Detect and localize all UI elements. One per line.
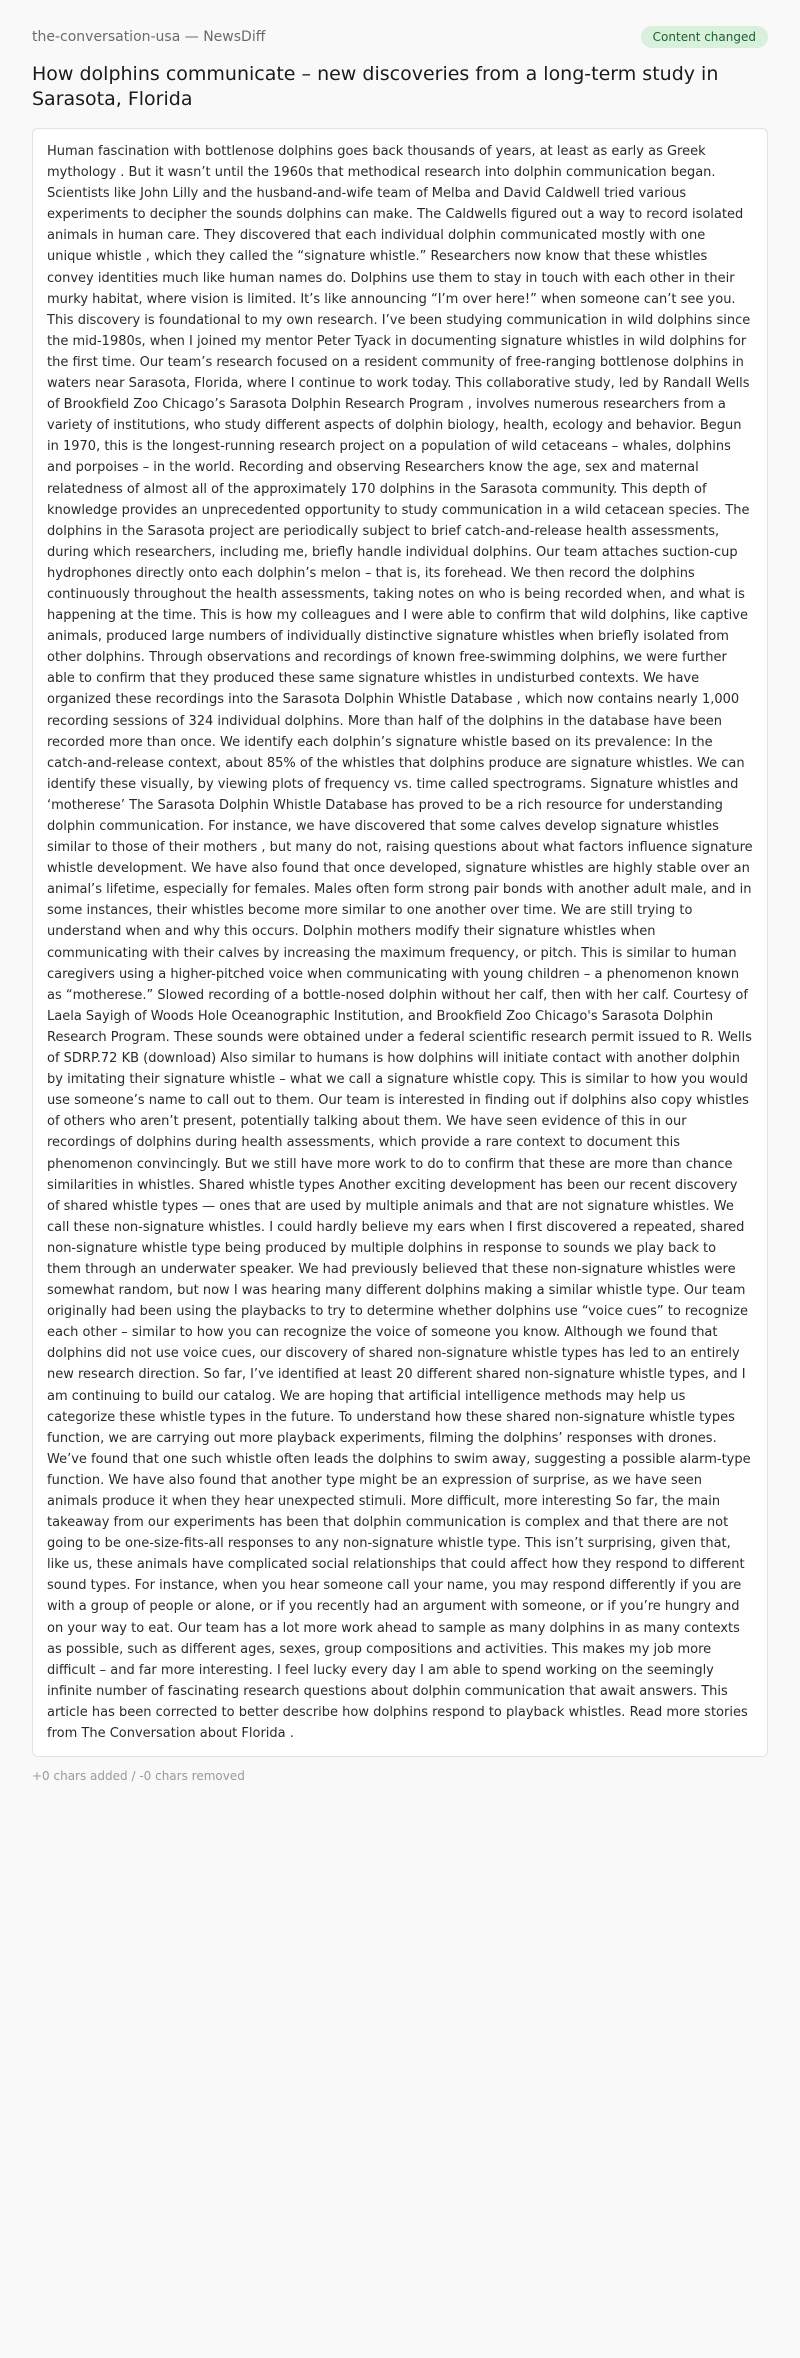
- status-badge: Content changed: [641, 26, 768, 48]
- article-body: Human fascination with bottlenose dolphins goes back thousands of years, at least as early as Greek mythology . But it wasn’t until the 1960s that methodical research into dolphin communication began. Scientists like John Lilly and the husband-and-wife team of Melba and David Caldwell tried various experiments to decipher the sounds dolphins can make. The Caldwells figured out a way to record isolated animals in human care. They discovered that each individual dolphin communicated mostly with one unique whistle , which they called the “signature whistle.” Researchers now know that these whistles convey identities much like human names do. Dolphins use them to stay in touch with each other in their murky habitat, where vision is limited. It’s like announcing “I’m over here!” when someone can’t see you. This discovery is foundational to my own research. I’ve been studying communication in wild dolphins since the mid-1980s, when I joined my mentor Peter Tyack in documenting signature whistles in wild dolphins for the first time. Our team’s research focused on a resident community of free-ranging bottlenose dolphins in waters near Sarasota, Florida, where I continue to work today. This collaborative study, led by Randall Wells of Brookfield Zoo Chicago’s Sarasota Dolphin Research Program , involves numerous researchers from a variety of institutions, who study different aspects of dolphin biology, health, ecology and behavior. Begun in 1970, this is the longest-running research project on a population of wild cetaceans – whales, dolphins and porpoises – in the world. Recording and observing Researchers know the age, sex and maternal relatedness of almost all of the approximately 170 dolphins in the Sarasota community. This depth of knowledge provides an unprecedented opportunity to study communication in a wild cetacean species. The dolphins in the Sarasota project are periodically subject to brief catch-and-release health assessments, during which researchers, including me, briefly handle individual dolphins. Our team attaches suction-cup hydrophones directly onto each dolphin’s melon – that is, its forehead. We then record the dolphins continuously throughout the health assessments, taking notes on who is being recorded when, and what is happening at the time. This is how my colleagues and I were able to confirm that wild dolphins, like captive animals, produced large numbers of individually distinctive signature whistles when briefly isolated from other dolphins. Through observations and recordings of known free-swimming dolphins, we were further able to confirm that they produced these same signature whistles in undisturbed contexts. We have organized these recordings into the Sarasota Dolphin Whistle Database , which now contains nearly 1,000 recording sessions of 324 individual dolphins. More than half of the dolphins in the database have been recorded more than once. We identify each dolphin’s signature whistle based on its prevalence: In the catch-and-release context, about 85% of the whistles that dolphins produce are signature whistles. We can identify these visually, by viewing plots of frequency vs. time called spectrograms. Signature whistles and ‘motherese’ The Sarasota Dolphin Whistle Database has proved to be a rich resource for understanding dolphin communication. For instance, we have discovered that some calves develop signature whistles similar to those of their mothers , but many do not, raising questions about what factors influence signature whistle development. We have also found that once developed, signature whistles are highly stable over an animal’s lifetime, especially for females. Males often form strong pair bonds with another adult male, and in some instances, their whistles become more similar to one another over time. We are still trying to understand when and why this occurs. Dolphin mothers modify their signature whistles when communicating with their calves by increasing the maximum frequency, or pitch. This is similar to human caregivers using a higher-pitched voice when communicating with young children – a phenomenon known as “motherese.” Slowed recording of a bottle-nosed dolphin without her calf, then with her calf. Courtesy of Laela Sayigh of Woods Hole Oceanographic Institution, and Brookfield Zoo Chicago's Sarasota Dolphin Research Program. These sounds were obtained under a federal scientific research permit issued to R. Wells of SDRP.72 KB (download) Also similar to humans is how dolphins will initiate contact with another dolphin by imitating their signature whistle – what we call a signature whistle copy. This is similar to how you would use someone’s name to call out to them. Our team is interested in finding out if dolphins also copy whistles of others who aren’t present, potentially talking about them. We have seen evidence of this in our recordings of dolphins during health assessments, which provide a rare context to document this phenomenon convincingly. But we still have more work to do to confirm that these are more than chance similarities in whistles. Shared whistle types Another exciting development has been our recent discovery of shared whistle types — ones that are used by multiple animals and that are not signature whistles. We call these non-signature whistles. I could hardly believe my ears when I first discovered a repeated, shared non-signature whistle type being produced by multiple dolphins in response to sounds we play back to them through an underwater speaker. We had previously believed that these non-signature whistles were somewhat random, but now I was hearing many different dolphins making a similar whistle type. Our team originally had been using the playbacks to try to determine whether dolphins use “voice cues” to recognize each other – similar to how you can recognize the voice of someone you know. Although we found that dolphins did not use voice cues, our discovery of shared non-signature whistle types has led to an entirely new research direction. So far, I’ve identified at least 20 different shared non-signature whistle types, and I am continuing to build our catalog. We are hoping that artificial intelligence methods may help us categorize these whistle types in the future. To understand how these shared non-signature whistle types function, we are carrying out more playback experiments, filming the dolphins’ responses with drones. We’ve found that one such whistle often leads the dolphins to swim away, suggesting a possible alarm-type function. We have also found that another type might be an expression of surprise, as we have seen animals produce it when they hear unexpected stimuli. More difficult, more interesting So far, the main takeaway from our experiments has been that dolphin communication is complex and that there are not going to be one-size-fits-all responses to any non-signature whistle type. This isn’t surprising, given that, like us, these animals have complicated social relationships that could affect how they respond to different sound types. For instance, when you hear someone call your name, you may respond differently if you are with a group of people or alone, or if you recently had an argument with someone, or if you’re hungry and on your way to eat. Our team has a lot more work ahead to sample as many dolphins in as many contexts as possible, such as different ages, sexes, group compositions and activities. This makes my job more difficult – and far more interesting. I feel lucky every day I am able to spend working on the seemingly infinite number of fascinating research questions about dolphin communication that await answers. This article has been corrected to better describe how dolphins respond to playback whistles. Read more stories from The Conversation about Florida .: [47, 144, 753, 1742]
- diff-summary: +0 chars added / -0 chars removed: [32, 1769, 245, 1784]
- article-card: [32, 128, 768, 1757]
- top-bar: [32, 24, 768, 50]
- source-label: the-conversation-usa — NewsDiff: [32, 29, 266, 45]
- article-title: How dolphins communicate – new discoveries from a long-term study in Sarasota, Florida: [32, 63, 719, 110]
